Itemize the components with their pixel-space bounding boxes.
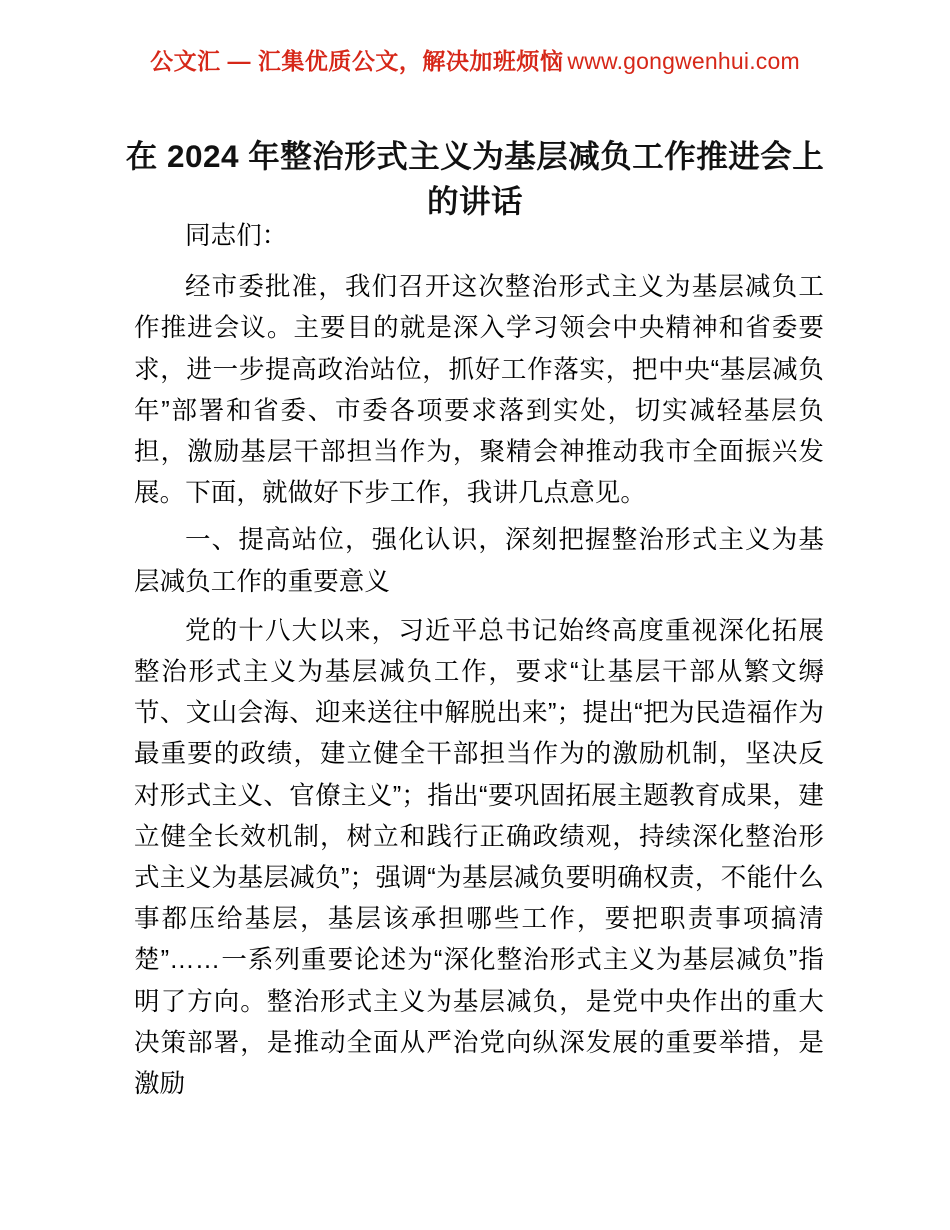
salutation-line: 同志们：	[185, 222, 288, 250]
section-heading-one: 一、提高站位，强化认识，深刻把握整治形式主义为基层减负工作的重要意义	[134, 526, 824, 596]
site-watermark-header	[0, 50, 950, 73]
document-body	[134, 216, 824, 1105]
site-url-text: www.gongwenhui.com	[567, 48, 800, 74]
site-brand-text: 公文汇 — 汇集优质公文，解决加班烦恼	[150, 48, 564, 74]
paragraph-section-one-body: 党的十八大以来，习近平总书记始终高度重视深化拓展整治形式主义为基层减负工作，要求“让基层干部从繁文缛节、文山会海、迎来送往中解脱出来”；提出“把为民造福作为最重要的政绩，建立健全干部担当作为的激励机制，坚决反对形式主义、官僚主义”；指出“要巩固拓展主题教育成果，建立健全长效机制，树立和践行正确政绩观，持续深化整治形式主义为基层减负”；强调“为基层减负要明确权责，不能什么事都压给基层，基层该承担哪些工作，要把职责事项搞清楚”……一系列重要论述为“深化整治形式主义为基层减负”指明了方向。整治形式主义为基层减负，是党中央作出的重大决策部署，是推动全面从严治党向纵深发展的重要举措，是激励	[134, 616, 824, 1099]
document-title: 在 2024 年整治形式主义为基层减负工作推进会上的讲话	[125, 138, 825, 220]
paragraph-opening: 经市委批准，我们召开这次整治形式主义为基层减负工作推进会议。主要目的就是深入学习领会中央精神和省委要求，进一步提高政治站位，抓好工作落实，把中央“基层减负年”部署和省委、市委各项要求落到实处，切实减轻基层负担，激励基层干部担当作为，聚精会神推动我市全面振兴发展。下面，就做好下步工作，我讲几点意见。	[134, 273, 824, 508]
